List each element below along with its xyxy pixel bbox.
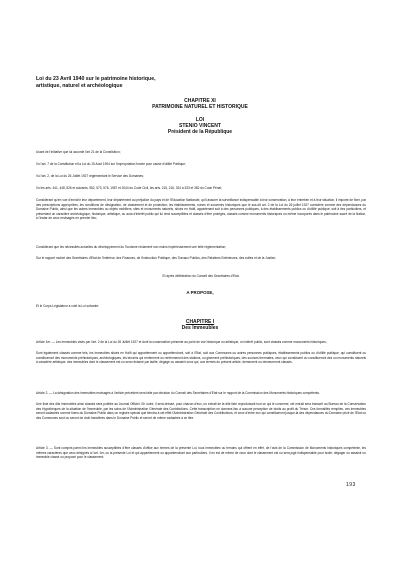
law-label: LOI [195,117,205,123]
preamble-paragraph: Vu l'art. 2, de la Loi du 26 Juillet 1927 réglementant le Service des Domaines; [36,174,144,178]
chapter-11-title: CHAPITRE XI [184,98,216,104]
preamble-paragraph: Sur le rapport motivé des Secrétaires d'Etat de l'Intérieur, des Finances, de l'Instruction Publique, des Travaux Publics, des Relations Extérieures, des cultes et de la Justice; [36,256,276,260]
president-title: Président de la République [167,129,233,135]
preamble-paragraph: Considérant que les nécessités actuelles du développement du Tourisme réclament non moins impérieusement une telle réglementation; [36,245,227,249]
chapter-1-title-text: CHAPITRE I [185,319,215,325]
proposes-heading: A PROPOSE, [186,290,214,295]
preamble-paragraph: Usant de l'initiative que lui accorde l'art 21 de la Constitution; [36,150,121,154]
chapter-1-subtitle: Des Immeubles [181,325,219,331]
document-title-line-2: artistique, naturel et archéologique [36,83,123,89]
preamble-paragraph: Vu les arts. 441, 448, 526 et suivants, 552, 573, 576, 1987 et 2044 du Code Civil, les arts. 215, 216, 324 à 333 et 382 du Code Pénal; [36,186,222,190]
document-title-line-1: Loi du 23 Avril 1940 sur le patrimoine historique, [36,76,156,82]
article-paragraph: Sont également classés comme tels, les immeubles situés en Haïti qui appartiennent ou appartiendront, soit à l'Etat, soit aux Communes ou autres personnes publiques, établissements publics ou d'utilité publique, qui constituent ou constitueront des monuments préhistoriques, archéologiques, les terrains qui renferment ou renfermeront des stations, ou gisement préhistoriques, des sources thermales, ceux qui constituent ou constitueront des ou monuments naturels à caractère artistique, des immeubles dont le classement est ou sera réclamé par ladite, dégagé ou assainir ceux qui, aux termes du présent article, demeurent ou demeureront classés. [36,351,366,365]
preamble-paragraph: Considérant qu'en vue d'enrichir leur département, leur département au préjudice du pays et de l'Education Nationale, qu'il assurer la surveillance indispensable à leur conservation, à leur entretien et à leur situation, il importe de fixer, par des prescriptions appropriées, les conditions de désignation, de classement et de protection; les établissements, ruines et souvenirs historiques que le sus-dit art. 2 de la Loi du 26 juillet 1927 considère comme des dépendances du Domaine Public, ainsi que les autres immeubles ou objets mobiliers, sites et monuments naturels, situés en Haïti, appartenant soit à des personnes publiques, à des établissements publics ou d'utilité publique, soit à des particuliers, et présentant un caractère archéologique, historique, artistique, ou aura d'intérêt public qui lui rend susceptibles et classés d'être protégés, classés comme monuments historiques ou même incorporés dans le patrimoine sacré de la Nation, à l'instar de ceux envisagés en premier lieu; [36,198,366,221]
legislative-corps-line: Et le Corps Législateur a voté la Loi suivante: [36,304,100,308]
preamble-paragraph: Vu l'art. 7 de la Constitution et la Loi du 15 Aout 1904 sur l'expropriation forcée pour cause d'utilité Publique; [36,162,186,166]
article-paragraph: Article 1er. — Les immeubles visés par l'art. 2 de la Loi du 26 Juillet 1927 et dont la conservation présente au point de vue historique ou artistique, un intérêt public, sont classés comme monuments historiques; [36,340,327,344]
page-number: 193 [346,482,356,488]
chapter-11-subtitle: PATRIMOINE NATUREL ET HISTORIQUE [152,104,248,110]
document-title [36,76,256,90]
article-paragraph: Une liste des dits immeubles ainsi classés sera publiée au Journal Officiel. En outre, il sera dressé, pour chacun d'eux, un extrait de la dite liste reproduisant tout ce qui le concerne; cet extrait sera transcrit au Bureau de la Conservation des Hypothèques de la situation de l'immeuble, par les soins de l'Administration Générale des Contributions. Cette transcription ne donnera lieu à aucune perception de droits au profit du Trésor. Ces formalités remplies, ces immeubles seront cadastrés comme biens du Domaine Public dans un registre spécial que tiendra à cet effet l'Administration Générale des Contributions, et ceux d'entre eux qui constitueront jusque-là des dépendances du Domaine privé de l'Etat ou des Communes sont ou seront de droit transférés dans le Domaine Public et seront de même cadastrés à ce titre. [36,402,366,420]
preamble-paragraph: Et après délibération du Conseil des Secrétaires d'Etat. [162,274,240,278]
article-paragraph: Article 3. — Sont compris parmi les immeubles susceptibles d'être classés d'office aux termes de la présente Loi, tous immeubles ou terrains qui offrent en effet, de l'avis de la Commission de Monuments historiques compétente, les mêmes caractères que ceux désignés à l'art. 1er, ou la présente Loi et qui appartiennent ou appartiendront aux particuliers. Il en est de même de ceux dont le classement est ou sera jugé indispensable pour isoler, dégager ou assainir un immeuble classé ou proposé pour le classement. [36,446,366,460]
president-name: STENIO VINCENT [179,123,221,129]
article-paragraph: Article 2. — La désignation des immeubles envisagés à l'article précédent sera faite par décision du Conseil des Secrétaires d'Etat sur le rapport de la Commission des Monuments historiques compétents. [36,391,320,395]
